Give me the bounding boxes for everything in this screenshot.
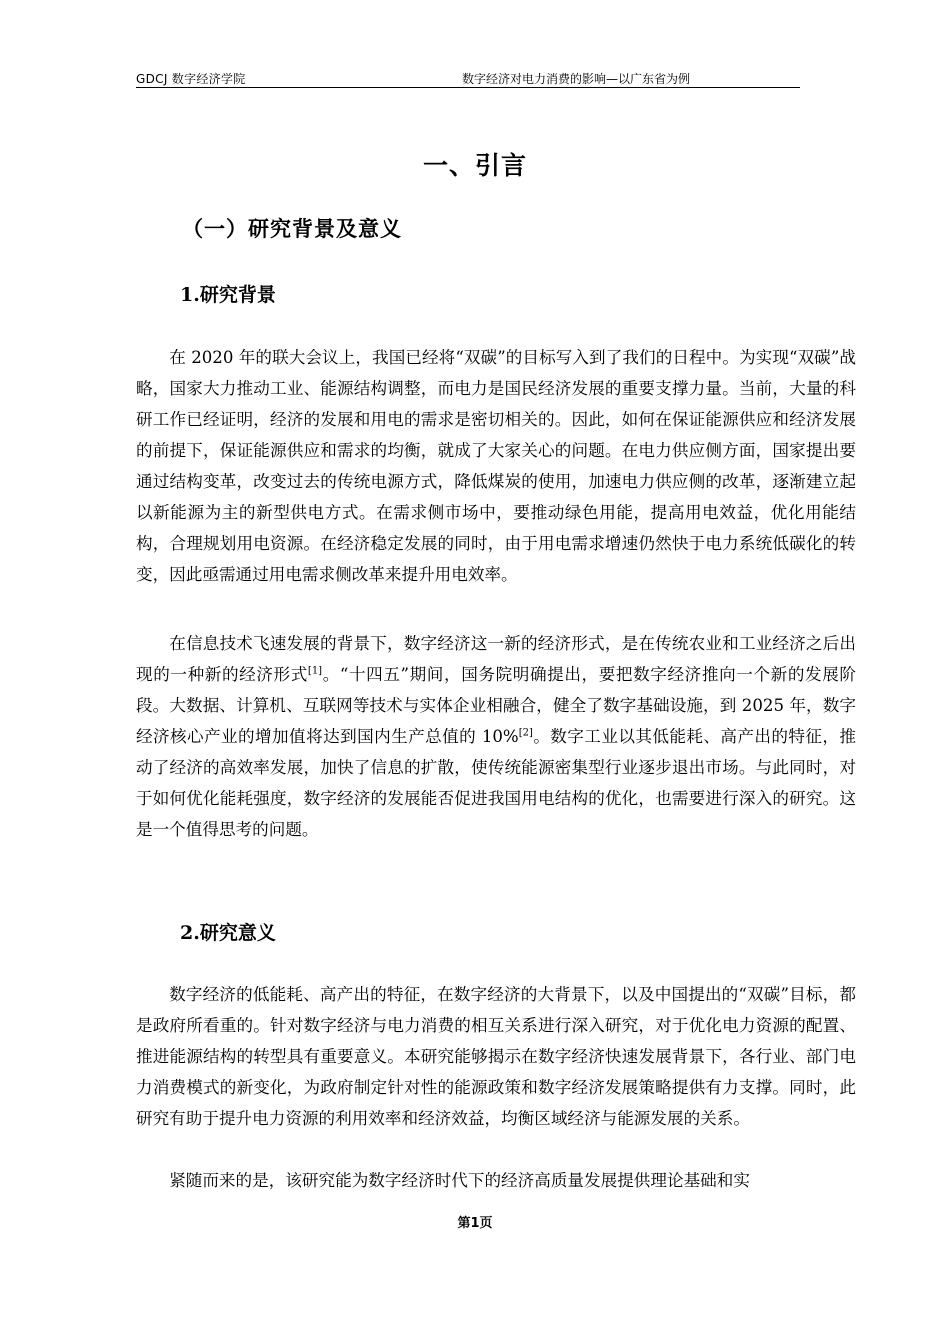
- citation-ref[interactable]: [1]: [307, 665, 323, 677]
- paragraph-background: 在 2020 年的联大会议上，我国已经将“双碳”的目标写入到了我们的日程中。为实现“双碳”战略，国家大力推动工业、能源结构调整，而电力是国民经济发展的重要支撑力量。当前，大量的科研工作已经证明，经济的发展和用电的需求是密切相关的。因此，如何在保证能源供应和经济发展的前提下，保证能源供应和需求的均衡，就成了大家关心的问题。在电力供应侧方面，国家提出要通过结构变革，改变过去的传统电源方式，降低煤炭的使用，加速电力供应侧的改革，逐渐建立起以新能源为主的新型供电方式。在需求侧市场中，要推动绿色用能，提高用电效益，优化用能结构，合理规划用电资源。在经济稳定发展的同时，由于用电需求增速仍然快于电力系统低碳化的转变，因此亟需通过用电需求侧改革来提升用电效率。: [136, 348, 856, 584]
- paragraph-digital-economy: [136, 628, 856, 845]
- subsection-title-significance: 2.研究意义: [180, 922, 276, 944]
- header-rule: [136, 87, 800, 88]
- running-header-right: 数字经济对电力消费的影响—以广东省为例: [462, 72, 691, 86]
- paragraph-text: 。数字工业以其低能耗、高产出的特征，推动了经济的高效率发展，加快了信息的扩散，使传统能源密集型行业逐步退出市场。与此同时，对于如何优化能耗强度，数字经济的发展能否促进我国用电结构的优化，也需要进行深入的研究。这是一个值得思考的问题。: [136, 727, 857, 839]
- paragraph-text: 。“十四五”期间，国务院明确提出，要把数字经济推向一个新的发展阶段。大数据、计算机、互联网等技术与实体企业相融合，健全了数字基础设施，到 2025 年，数字经济核心产业的增加值将达到国内生产总值的 10%: [136, 665, 857, 746]
- citation-ref[interactable]: [2]: [518, 727, 533, 739]
- chapter-title: 一、引言: [422, 151, 527, 180]
- subsection-title-background: 1.研究背景: [180, 284, 276, 306]
- page-number: 第1页: [457, 1216, 493, 1231]
- paragraph-continuation: 紧随而来的是，该研究能为数字经济时代下的经济高质量发展提供理论基础和实: [169, 1171, 750, 1190]
- paragraph-significance: 数字经济的低能耗、高产出的特征，在数字经济的大背景下，以及中国提出的“双碳”目标，都是政府所看重的。针对数字经济与电力消费的相互关系进行深入研究，对于优化电力资源的配置、推进能源结构的转型具有重要意义。本研究能够揭示在数字经济快速发展背景下，各行业、部门电力消费模式的新变化，为政府制定针对性的能源政策和数字经济发展策略提供有力支撑。同时，此研究有助于提升电力资源的利用效率和经济效益，均衡区域经济与能源发展的关系。: [136, 985, 856, 1128]
- running-header-left: GDCJ 数字经济学院: [136, 72, 246, 86]
- section-title: （一）研究背景及意义: [182, 217, 402, 241]
- paragraph-text: 在信息技术飞速发展的背景下，数字经济这一新的经济形式，是在传统农业和工业经济之后出现的一种新的经济形式: [136, 634, 856, 684]
